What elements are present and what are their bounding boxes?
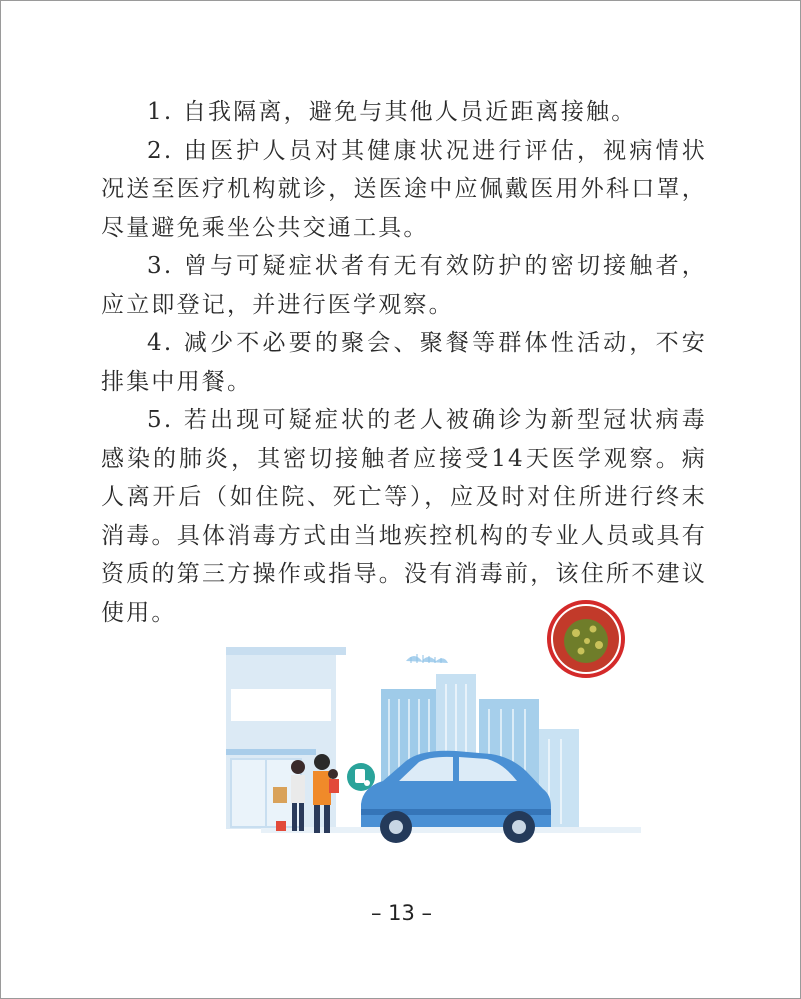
hospital-sign-icon bbox=[347, 763, 375, 791]
page-number: – 13 – bbox=[370, 901, 433, 925]
paragraph-3: 3. 曾与可疑症状者有无有效防护的密切接触者，应立即登记，并进行医学观察。 bbox=[101, 253, 707, 318]
storefront bbox=[231, 759, 301, 827]
paragraph-1: 1. 自我隔离，避免与其他人员近距离接触。 bbox=[147, 99, 637, 125]
virus-icon bbox=[549, 602, 623, 676]
body-text bbox=[101, 93, 707, 632]
city-car-illustration bbox=[221, 599, 641, 849]
paragraph-2: 2. 由医护人员对其健康状况进行评估，视病情状况送至医疗机构就诊，送医途中应佩戴医用外科口罩，尽量避免乘坐公共交通工具。 bbox=[101, 137, 707, 241]
paragraph-5: 5. 若出现可疑症状的老人被确诊为新型冠状病毒感染的肺炎，其密切接触者应接受14天医学观察。病人离开后（如住院、死亡等），应及时对住所进行终末消毒。具体消毒方式由当地疾控机构的专业人员或具有资质的第三方操作或指导。没有消毒前，该住所不建议使用。 bbox=[101, 407, 707, 626]
paragraph-4: 4. 减少不必要的聚会、聚餐等群体性活动，不安排集中用餐。 bbox=[101, 330, 707, 395]
